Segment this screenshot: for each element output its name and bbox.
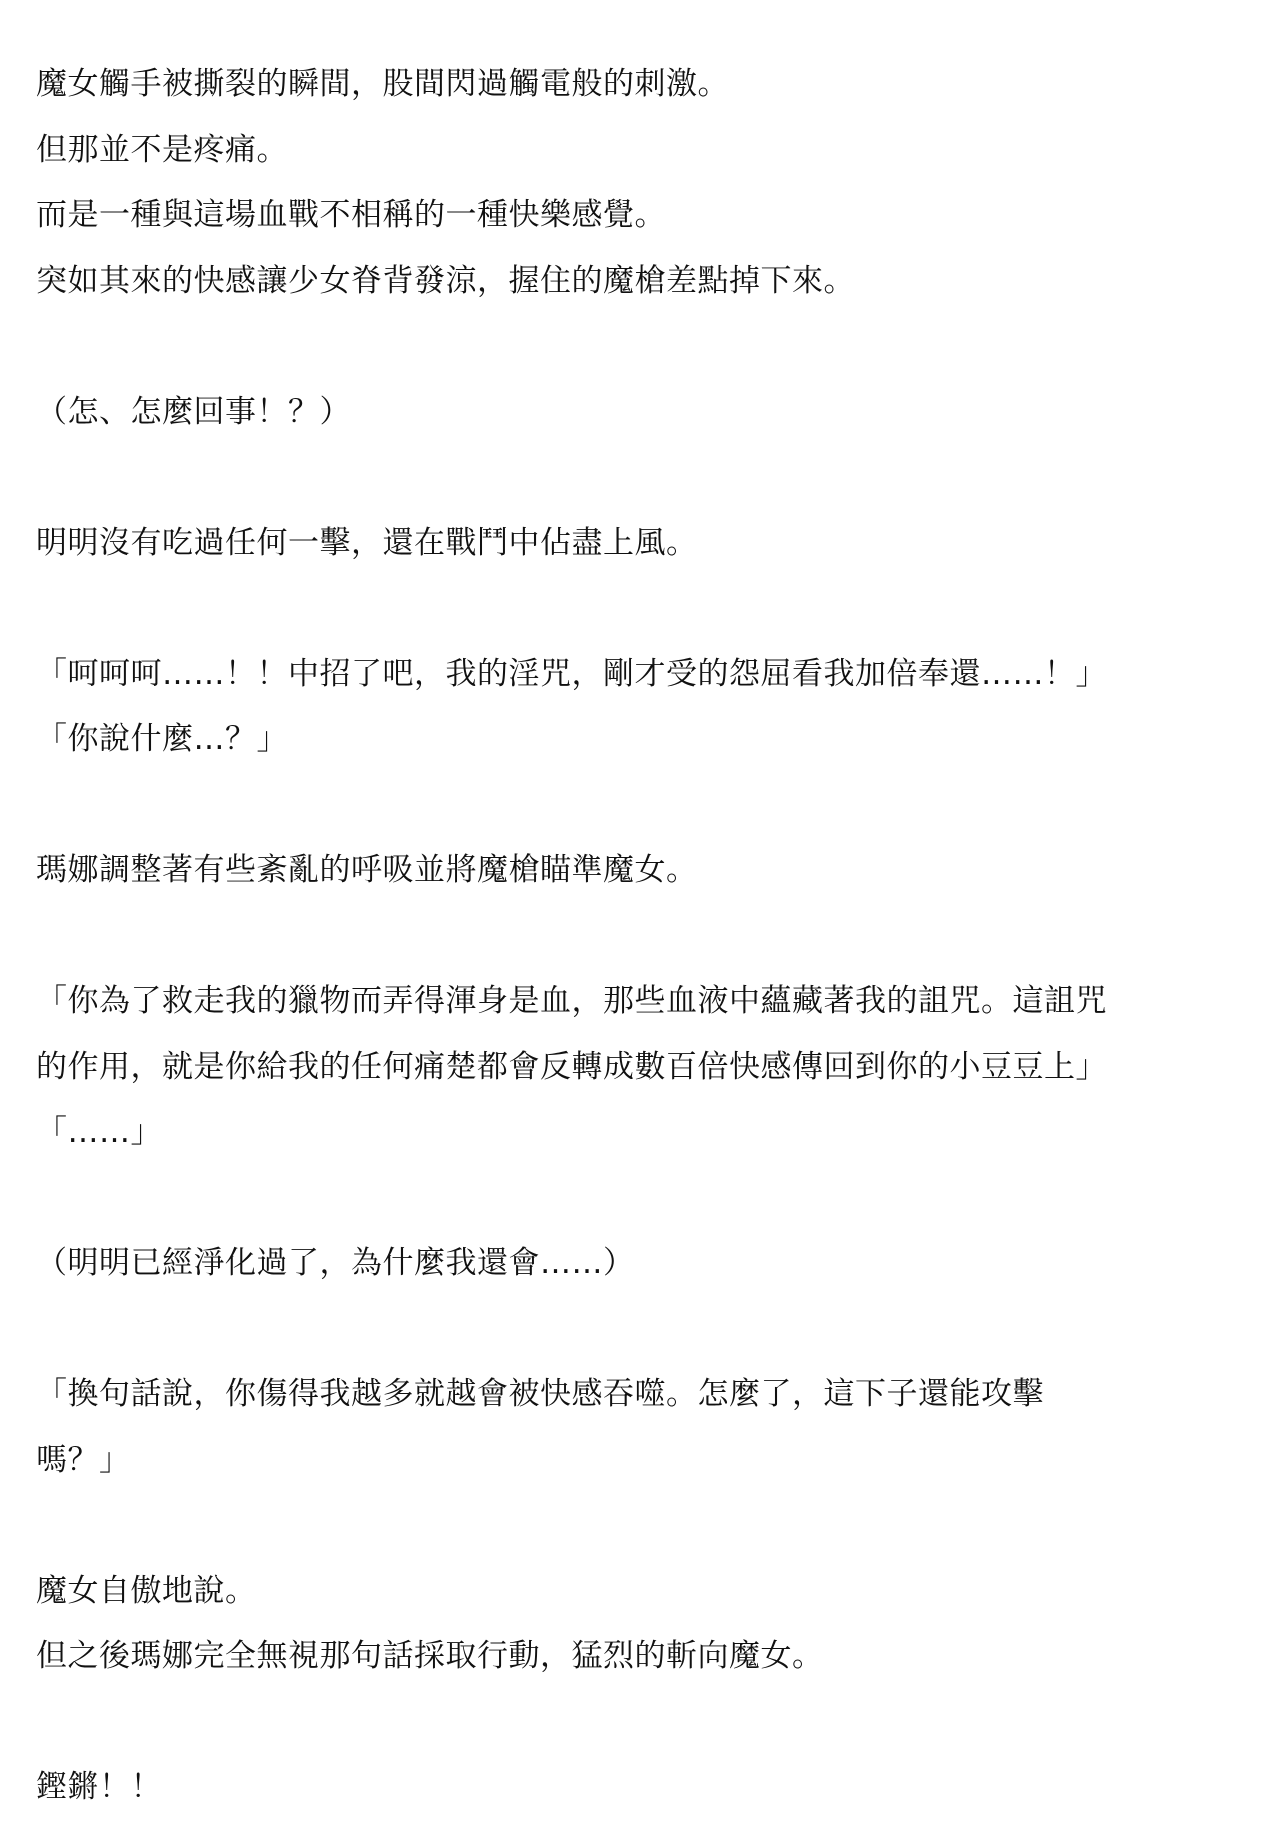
text-line: 而是一種與這場血戰不相稱的一種快樂感覺。: [36, 197, 666, 233]
text-line: 的作用，就是你給我的任何痛楚都會反轉成數百倍快感傳回到你的小豆豆上」: [36, 1048, 1107, 1085]
blank-line: [36, 1690, 1244, 1756]
text-line: 明明沒有吃過任何一擊，還在戰鬥中佔盡上風。: [36, 524, 698, 561]
blank-line: [36, 1166, 1244, 1232]
blank-line: [36, 445, 1244, 511]
text-line: 突如其來的快感讓少女脊背發涼，握住的魔槍差點掉下來。: [36, 262, 855, 299]
blank-line: [36, 1493, 1244, 1559]
blank-line: [36, 904, 1244, 970]
text-line: （怎、怎麼回事！？）: [36, 393, 351, 430]
text-line: 魔女觸手被撕裂的瞬間，股間閃過觸電般的刺激。: [36, 66, 729, 102]
text-line: （明明已經淨化過了，為什麼我還會……）: [36, 1245, 635, 1281]
blank-line: [36, 314, 1244, 380]
text-line: 「呵呵呵……！！中招了吧，我的淫咒，剛才受的怨屈看我加倍奉還……！」: [36, 655, 1107, 692]
text-line: 魔女自傲地說。: [36, 1572, 257, 1609]
text-line: 鏗鏘！！: [36, 1769, 162, 1805]
blank-line: [36, 1297, 1244, 1363]
text-line: 「你為了救走我的獵物而弄得渾身是血，那些血液中蘊藏著我的詛咒。這詛咒: [36, 983, 1107, 1019]
text-line: 但那並不是疼痛。: [36, 131, 288, 168]
text-line: 嗎？」: [36, 1441, 131, 1478]
text-line: 但之後瑪娜完全無視那句話採取行動，猛烈的斬向魔女。: [36, 1638, 824, 1674]
text-line: 瑪娜調整著有些紊亂的呼吸並將魔槍瞄準魔女。: [36, 852, 698, 888]
text-line: 「……」: [36, 1114, 162, 1150]
text-line: 「換句話說，你傷得我越多就越會被快感吞噬。怎麼了，這下子還能攻擊: [36, 1376, 1044, 1412]
blank-line: [36, 773, 1244, 839]
text-line: 「你說什麼…？」: [36, 721, 288, 757]
blank-line: [36, 576, 1244, 642]
